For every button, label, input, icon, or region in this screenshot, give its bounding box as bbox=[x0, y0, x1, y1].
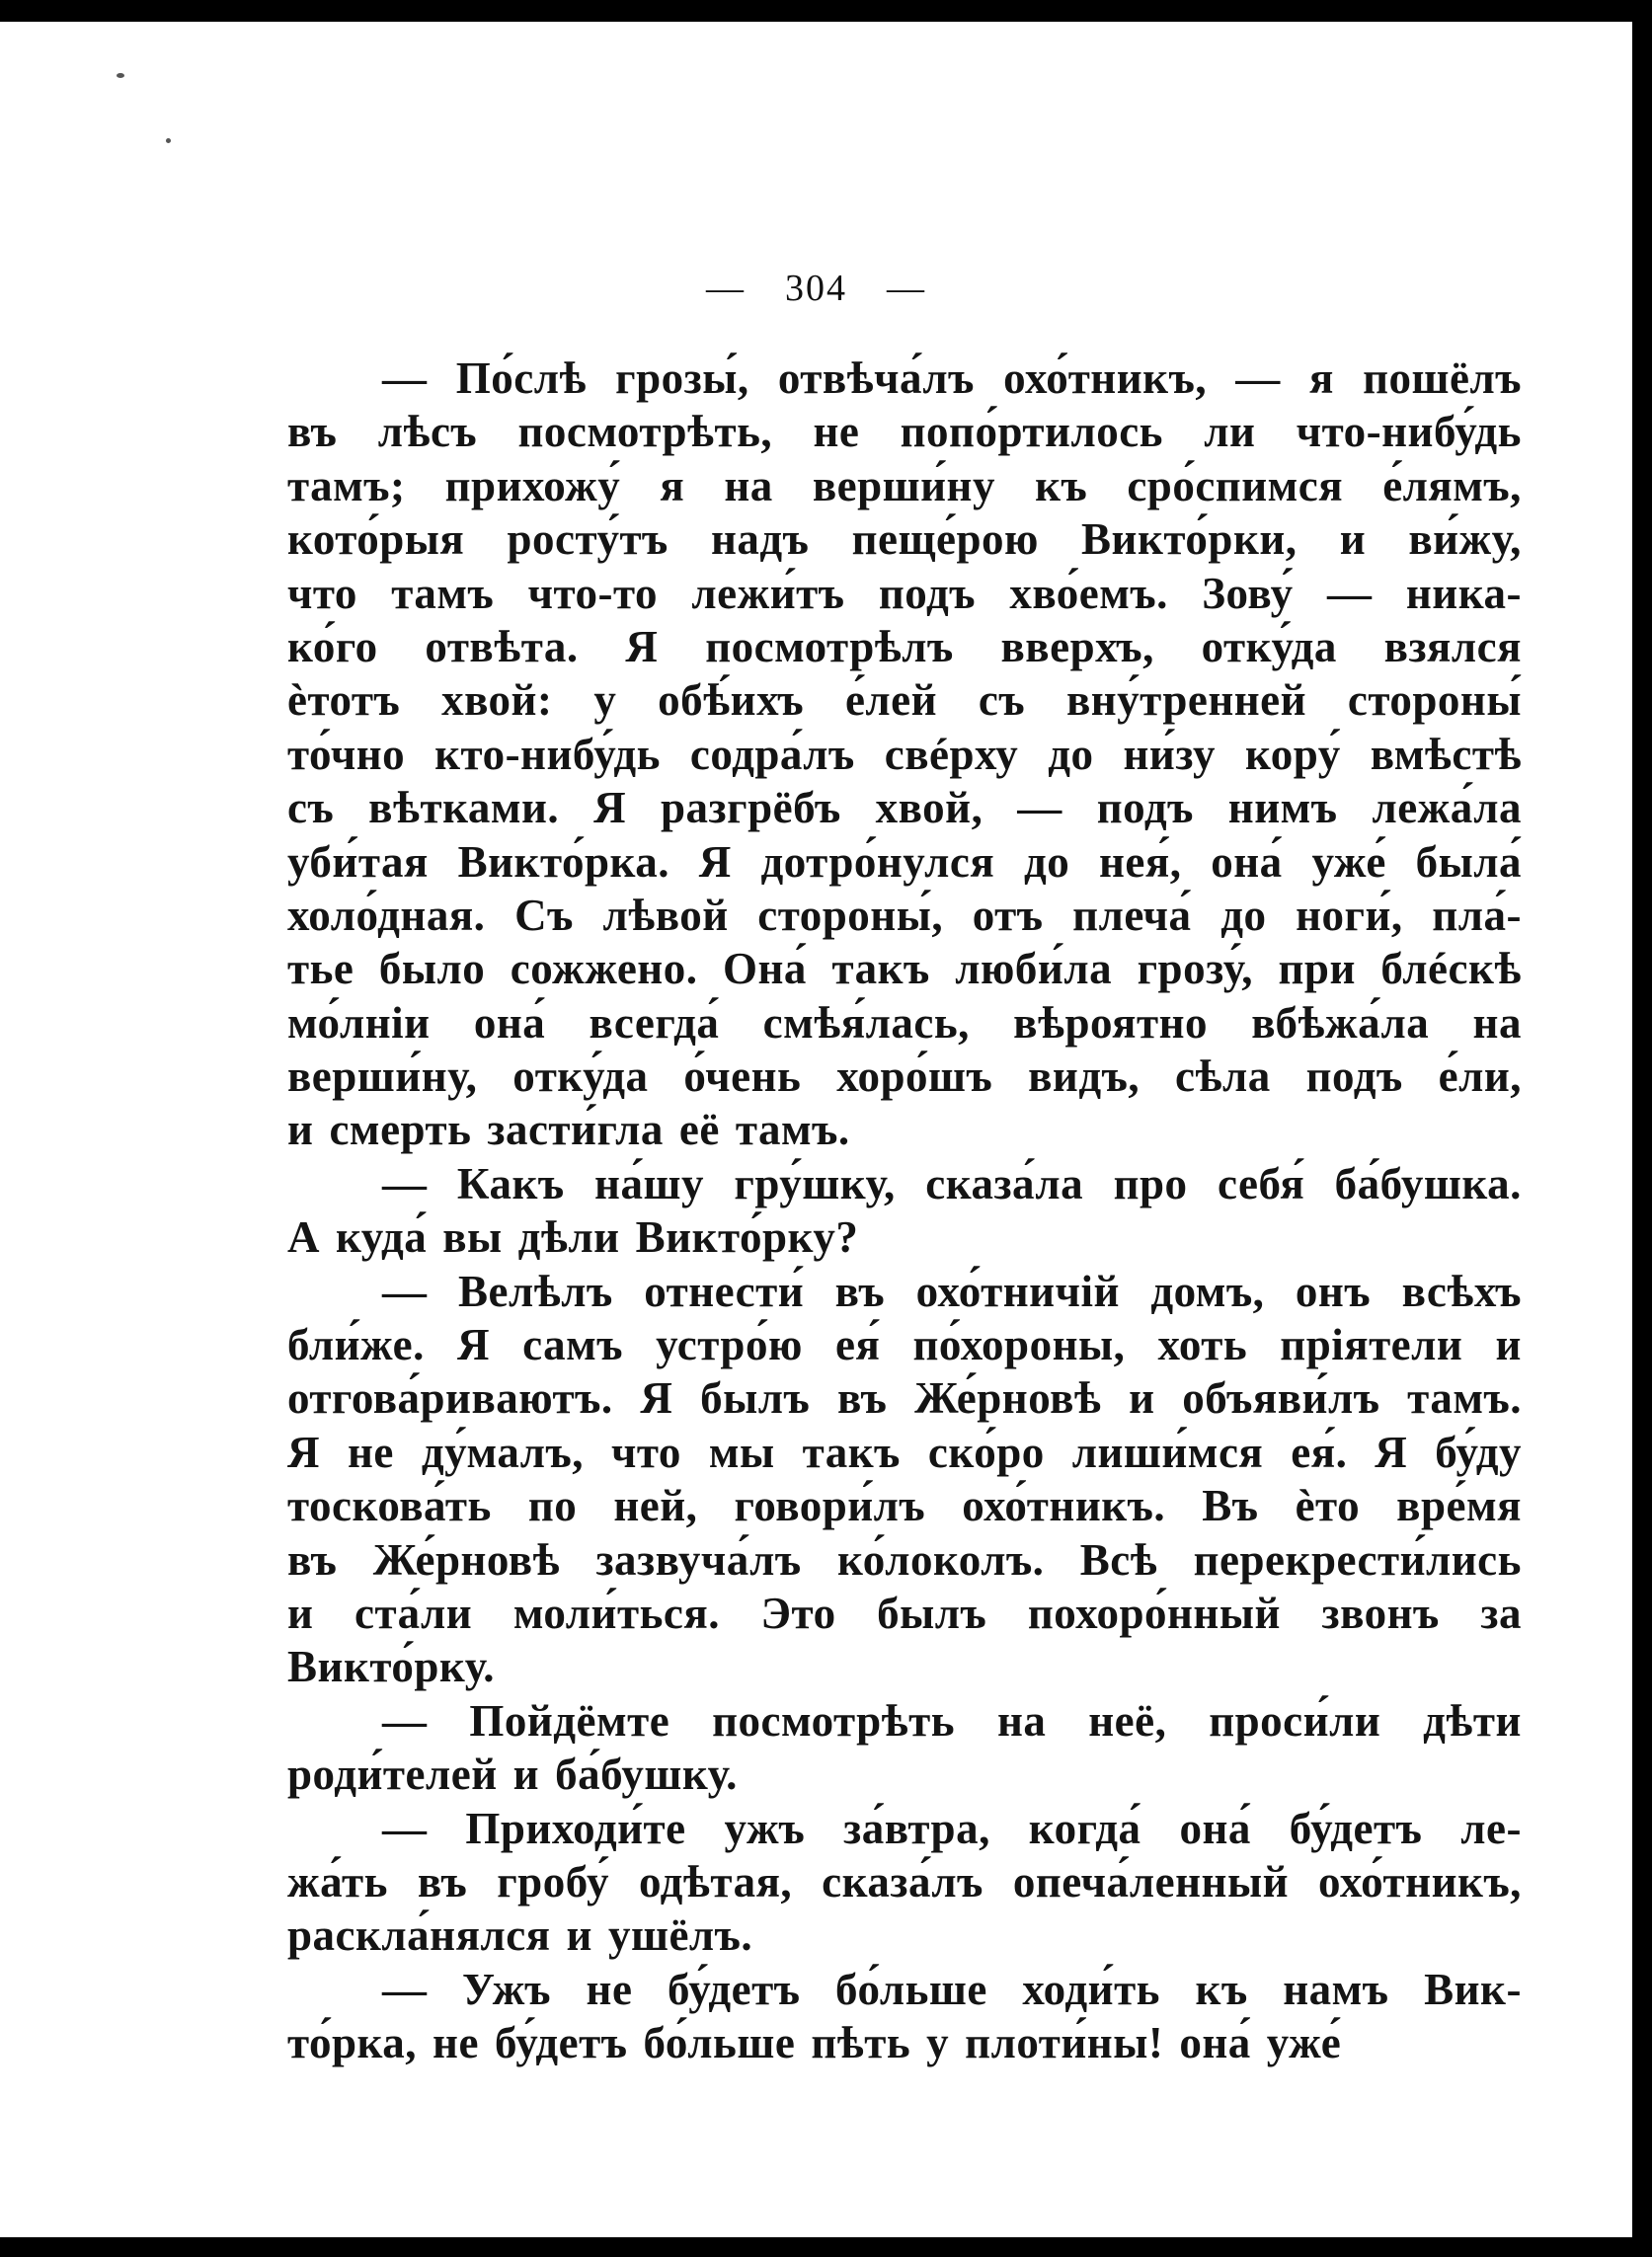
paragraph bbox=[287, 1265, 1522, 1694]
text-line: — Ужъ не бу́детъ бо́льше ходи́ть къ намъ Вик- bbox=[382, 1964, 1522, 2014]
text-line: въ лѣсъ посмотрѣть, не попо́ртилось ли что-нибу́дь bbox=[287, 407, 1522, 457]
text-line: ѐтотъ хвой: у обѣ́ихъ е́лей съ вну́тренней стороны́ bbox=[287, 675, 1522, 726]
text-line: — Какъ на́шу гру́шку, сказа́ла про себя́ ба́бушка. bbox=[382, 1158, 1522, 1208]
text-line: — Пойдёмте посмотрѣть на неё, проси́ли дѣти bbox=[382, 1695, 1522, 1746]
page-number-value: 304 bbox=[785, 268, 847, 309]
text-line: съ вѣтками. Я разгрёбъ хвой, — подъ нимъ лежа́ла bbox=[287, 783, 1522, 833]
text-line: жа́ть въ гробу́ одѣтая, сказа́лъ опеча́ленный охо́тникъ, bbox=[287, 1856, 1522, 1907]
text-line: то́рка, не бу́детъ бо́льше пѣть у плоти́ны! она́ уже́ bbox=[287, 2018, 1342, 2068]
page-number bbox=[0, 267, 1632, 310]
text-line: А куда́ вы дѣли Викто́рку? bbox=[287, 1212, 859, 1263]
text-line: кото́рыя росту́тъ надъ пеще́рою Викто́рки, и ви́жу, bbox=[287, 514, 1522, 565]
page-number-dash-right: — bbox=[887, 268, 926, 309]
text-line: — Велѣлъ отнести́ въ охо́тничій домъ, онъ всѣхъ bbox=[382, 1266, 1522, 1316]
body-text bbox=[287, 351, 1522, 2070]
page-number-dash-left: — bbox=[706, 268, 746, 309]
text-line: что тамъ что-то лежи́тъ подъ хво́емъ. Зову́ — ника- bbox=[287, 568, 1522, 618]
text-line: Викто́рку. bbox=[287, 1642, 495, 1692]
text-line: роди́телей и ба́бушку. bbox=[287, 1750, 738, 1800]
paragraph bbox=[287, 1157, 1522, 1265]
text-line: и ста́ли моли́ться. Это былъ похоро́нный звонъ за bbox=[287, 1588, 1522, 1638]
text-line: въ Же́рновѣ зазвуча́лъ ко́локолъ. Всѣ перекрести́лись bbox=[287, 1534, 1522, 1585]
text-line: Я не ду́малъ, что мы такъ ско́ро лиши́мся ея́. Я бу́ду bbox=[287, 1427, 1522, 1477]
paragraph bbox=[287, 351, 1522, 1157]
text-line: ко́го отвѣта. Я посмотрѣлъ вверхъ, отку́да взялся bbox=[287, 621, 1522, 671]
text-line: раскла́нялся и ушёлъ. bbox=[287, 1910, 753, 1961]
text-line: мо́лніи она́ всегда́ смѣя́лась, вѣроятно вбѣжа́ла на bbox=[287, 997, 1522, 1048]
paragraph bbox=[287, 1963, 1522, 2070]
paragraph bbox=[287, 1694, 1522, 1802]
text-line: бли́же. Я самъ устро́ю ея́ по́хороны, хоть пріятели и bbox=[287, 1320, 1522, 1370]
book-page bbox=[0, 22, 1632, 2237]
text-line: отгова́риваютъ. Я былъ въ Же́рновѣ и объяви́лъ тамъ. bbox=[287, 1373, 1522, 1424]
text-line: то́чно кто-нибу́дь содра́лъ свéрху до ни́зу кору́ вмѣстѣ bbox=[287, 729, 1522, 779]
ink-speck bbox=[117, 73, 124, 78]
ink-speck bbox=[166, 138, 171, 143]
text-line: тье было сожжено. Она́ такъ люби́ла грозу́, при блéскѣ bbox=[287, 944, 1522, 994]
paragraph bbox=[287, 1802, 1522, 1963]
text-line: верши́ну, отку́да о́чень хоро́шъ видъ, сѣла подъ е́ли, bbox=[287, 1051, 1522, 1102]
text-line: уби́тая Викто́рка. Я дотро́нулся до нея́, она́ уже́ была́ bbox=[287, 836, 1522, 887]
text-line: — Приходи́те ужъ за́втра, когда́ она́ бу́детъ ле- bbox=[382, 1803, 1522, 1853]
text-line: холо́дная. Съ лѣвой стороны́, отъ плеча́ до ноги́, пла́- bbox=[287, 890, 1522, 940]
text-line: и смерть засти́гла её тамъ. bbox=[287, 1105, 850, 1155]
text-line: — По́слѣ грозы́, отвѣча́лъ охо́тникъ, — я пошёлъ bbox=[382, 353, 1522, 403]
text-line: тамъ; прихожу́ я на верши́ну къ сро́спимся е́лямъ, bbox=[287, 460, 1522, 510]
text-line: тоскова́ть по ней, говори́лъ охо́тникъ. Въ ѐто вре́мя bbox=[287, 1481, 1522, 1531]
